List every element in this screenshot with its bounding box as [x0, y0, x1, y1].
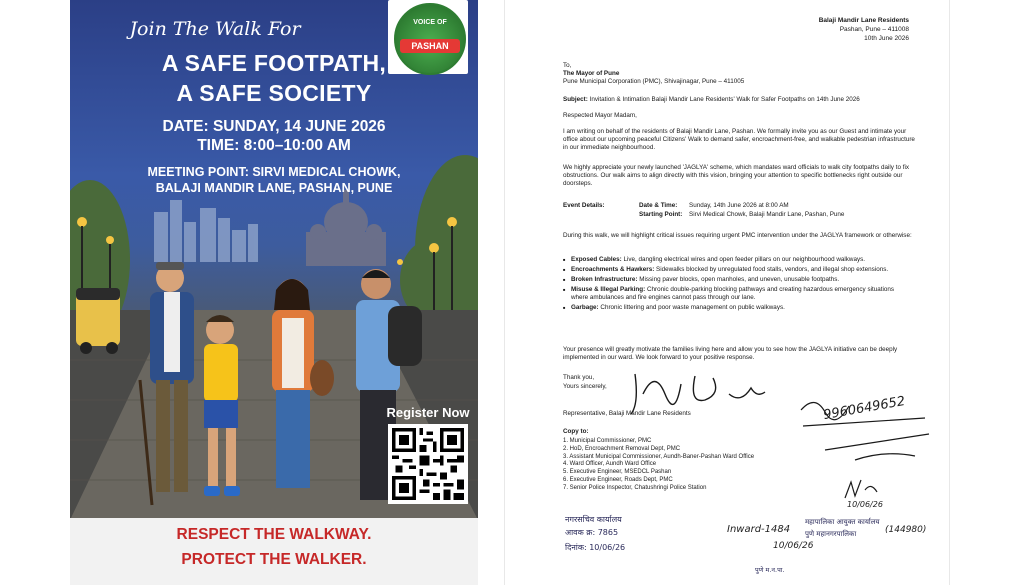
sender-date: 10th June 2026 — [864, 35, 909, 42]
issue-item: ■ Garbage: Chronic littering and poor waste management on public walkways. — [571, 304, 903, 312]
copy-item: 5. Executive Engineer, MSEDCL Pashan — [563, 469, 672, 476]
registration-qr-code[interactable] — [388, 424, 468, 504]
issue-item: ■ Broken Infrastructure: Missing paver blocks, open manholes, and uneven, unusable footpaths. — [571, 276, 903, 284]
paragraph-1: I am writing on behalf of the residents of Balaji Mandir Lane, Pashan. We formally invite you as our Guest and intimate your office about our upcoming peaceful Citizens' Walk to demand safer, encroachment-free, and walkable pedestrian infrastructure in our immediate neighbourhood. — [563, 128, 915, 151]
logo-top-text: VOICE OF — [413, 19, 447, 26]
stamp-date: दिनांक: 10/06/26 — [565, 543, 626, 552]
recipient-address: Pune Municipal Corporation (PMC), Shivajinagar, Pune – 411005 — [563, 78, 745, 85]
poster-date: DATE: SUNDAY, 14 JUNE 2026 — [162, 118, 386, 135]
representative-line: Representative, Balaji Mandir Lane Residents — [563, 410, 691, 417]
copy-to-label: Copy to: — [563, 428, 589, 435]
office-stamp-right2: पुणे महानगरपालिका — [805, 530, 857, 538]
recipient-block — [563, 62, 913, 86]
subject-text: Invitation & Intimation Balaji Mandir Lane Residents' Walk for Safer Footpaths on 14th June 2026 — [589, 96, 860, 103]
resident-signature — [625, 364, 775, 424]
logo-badge — [394, 3, 466, 75]
recipient-title: The Mayor of Pune — [563, 70, 620, 77]
inward-date: 10/06/26 — [773, 541, 814, 551]
footer-line1: RESPECT THE WALKWAY. — [176, 526, 372, 543]
event-point-label: Starting Point: — [639, 211, 683, 218]
poster-meeting-line2: BALAJI MANDIR LANE, PASHAN, PUNE — [155, 181, 393, 195]
stamp-office-name: नगरसचिव कार्यालय — [565, 515, 622, 524]
handwritten-date: 10/06/26 — [847, 500, 883, 509]
stamp-inward-number: आवक क्र: 7865 — [565, 528, 619, 537]
footer-line2: PROTECT THE WALKER. — [181, 551, 367, 568]
event-details-label: Event Details: — [563, 202, 605, 209]
issue-item: ■ Misuse & Illegal Parking: Chronic double-parking blocking pathways and creating hazardous emergency situations where ambulances and fire engines cannot pass through our lane. — [571, 286, 903, 302]
paragraph-2: We highly appreciate your newly launched 'JAGLYA' scheme, which mandates ward officials to walk city footpaths daily to fix obstructions. Our walk aims to align directly with this vision, bringing your attention to specific bottlenecks right outside our doorsteps. — [563, 164, 909, 187]
paragraph-3: During this walk, we will highlight critical issues requiring urgent PMC intervention under the JAGLYA framework or otherwise: — [563, 232, 912, 239]
office-stamp-right: महापालिका आयुक्त कार्यालय — [805, 518, 880, 526]
issues-list — [563, 256, 903, 314]
inward-note: Inward-1484 — [727, 524, 791, 535]
handwritten-number: 9960649652 — [822, 393, 907, 424]
walk-poster — [70, 0, 478, 585]
copy-item: 6. Executive Engineer, Roads Dept, PMC — [563, 476, 673, 483]
initials-signature — [841, 478, 881, 502]
poster-title-line1: A SAFE FOOTPATH, — [161, 50, 387, 76]
copy-item: 2. HoD, Encroachment Removal Dept, PMC — [563, 445, 681, 452]
qr-pattern-icon — [392, 428, 464, 500]
copy-item: 3. Assistant Municipal Commissioner, Aundh-Baner-Pashan Ward Office — [563, 453, 755, 460]
thanks-line: Thank you, — [563, 374, 595, 381]
salutation: Respected Mayor Madam, — [563, 112, 637, 119]
poster-meeting-line1: MEETING POINT: SIRVI MEDICAL CHOWK, — [147, 165, 401, 179]
sender-name: Balaji Mandir Lane Residents — [818, 17, 909, 24]
copy-item: 7. Senior Police Inspector, Chatushringi Police Station — [563, 484, 707, 491]
event-date-value: Sunday, 14th June 2026 at 8:00 AM — [689, 202, 789, 209]
closing-line: Yours sincerely, — [563, 383, 607, 390]
subject-label: Subject: — [563, 96, 588, 103]
copy-item: 1. Municipal Commissioner, PMC — [563, 438, 652, 444]
issue-item: ■ Encroachments & Hawkers: Sidewalks blocked by unregulated food stalls, vendors, and illegal shop extensions. — [571, 266, 903, 274]
mayor-letter — [504, 0, 950, 585]
to-label: To, — [563, 62, 572, 69]
sender-block — [819, 16, 909, 43]
paragraph-4: Your presence will greatly motivate the families living here and allow you to see how the JAGLYA initiative can be deeply implemented in our ward. We look forward to your positive response. — [563, 346, 898, 361]
voice-of-pashan-logo — [388, 0, 468, 74]
poster-script-heading: Join The Walk For — [129, 18, 301, 40]
logo-ribbon-text: PASHAN — [400, 39, 460, 53]
sender-address: Pashan, Pune – 411008 — [839, 26, 909, 33]
copy-item: 4. Ward Officer, Aundh Ward Office — [563, 461, 657, 468]
office-stamp-number: (144980) — [885, 525, 927, 535]
issue-item: ■ Exposed Cables: Live, dangling electrical wires and open feeder pillars on our neighbourhood walkways. — [571, 256, 903, 264]
bottom-stamp: पुणे म.न.पा. — [755, 566, 785, 574]
poster-title-line2: A SAFE SOCIETY — [176, 80, 372, 106]
event-date-label: Date & Time: — [639, 202, 678, 209]
poster-time: TIME: 8:00–10:00 AM — [197, 137, 351, 154]
register-now-label: Register Now — [386, 405, 470, 420]
subject-line — [563, 96, 933, 104]
event-point-value: Sirvi Medical Chowk, Balaji Mandir Lane, Pashan, Pune — [689, 211, 845, 218]
poster-footer — [70, 518, 478, 585]
